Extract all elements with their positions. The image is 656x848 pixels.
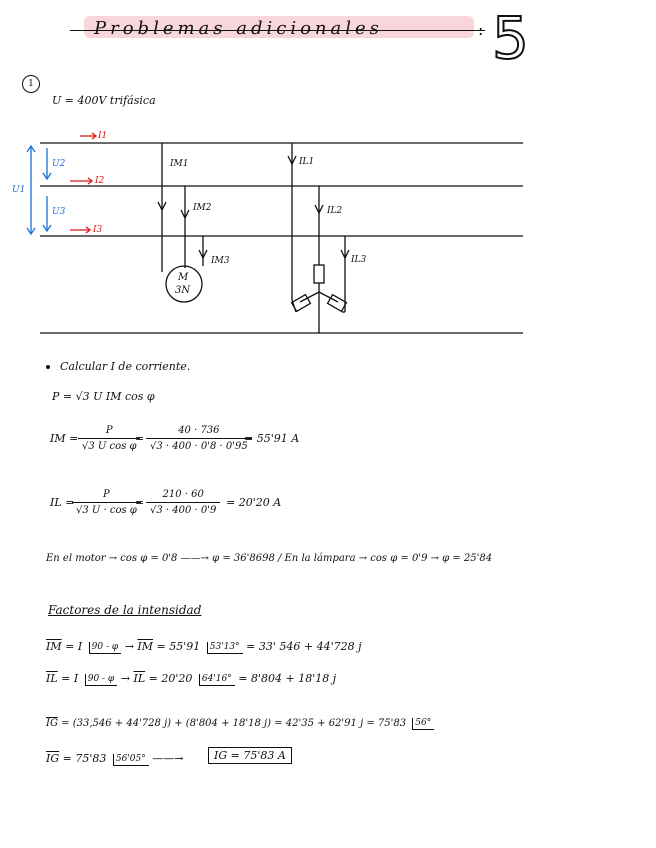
final-arrow: ——→ <box>152 752 184 765</box>
im-frac2-num: 40 · 736 <box>178 425 220 436</box>
given-voltage: U = 400V trifásica <box>52 94 156 107</box>
im-frac2-den: √3 · 400 · 0'8 · 0'95 <box>150 441 248 452</box>
label-im3: IM3 <box>211 256 230 266</box>
vec-l-mid1: = I <box>61 672 79 685</box>
il-frac1-den: √3 U · cos φ <box>76 505 137 516</box>
im-result: = 55'91 A <box>244 432 300 445</box>
vec-m-lhs2: $\overline{IM}$ <box>137 640 154 653</box>
im-lhs: IM = <box>50 432 79 445</box>
vec-m-mid1: = I <box>65 640 83 653</box>
page-title: Problemas adicionales <box>94 18 383 39</box>
vec-l-lhs2: $\overline{IL}$ <box>133 672 146 685</box>
il-frac1-num: P <box>103 489 110 500</box>
section-title: Factores de la intensidad <box>48 603 202 617</box>
problem-number: 1 <box>22 75 40 93</box>
im-frac1-num: P <box>105 425 113 436</box>
vec-m-line <box>46 640 362 654</box>
vec-m-lhs: $\overline{IM}$ <box>46 640 62 653</box>
page-number: 5 <box>492 4 529 72</box>
im-frac1-den: √3 U cos φ <box>82 441 137 452</box>
il-result: = 20'20 A <box>226 496 282 509</box>
sum-expr: = (33,546 + 44'728 j) + (8'804 + 18'18 j) = 42'35 + 62'91 j = 75'83 <box>61 718 407 729</box>
label-voltage-2: U3 <box>52 207 66 217</box>
il-frac2 <box>146 488 220 517</box>
phase-angle-line: En el motor → cos φ = 0'8 ——→ φ = 36'8698 / En la lámpara → cos φ = 0'9 → φ = 25'84 <box>46 553 493 564</box>
vec-l-lhs: $\overline{IL}$ <box>46 672 58 685</box>
label-voltage-1: U2 <box>52 159 66 169</box>
label-current-1: I1 <box>98 131 108 141</box>
bullet-dot <box>46 365 50 369</box>
il-eq1: = <box>135 496 145 509</box>
vec-l-mid2: = 20'20 <box>148 672 193 685</box>
label-current-3: I3 <box>93 225 103 235</box>
final-expr: = 75'83 <box>62 752 107 765</box>
il-frac2-num: 210 · 60 <box>162 489 204 500</box>
final-lhs: $\overline{IG}$ <box>46 752 60 765</box>
im-eq1: = <box>135 432 145 445</box>
label-im1: IM1 <box>170 159 189 169</box>
vec-m-ang1: 90 - φ <box>89 642 122 654</box>
im-frac2 <box>146 424 252 453</box>
label-current-2: I2 <box>95 176 105 186</box>
sum-lhs: $\overline{IG}$ <box>46 718 58 729</box>
label-il2: IL2 <box>327 206 343 216</box>
label-voltage-total: U1 <box>12 185 26 195</box>
power-formula: P = √3 U IM cos φ <box>52 390 155 403</box>
im-frac1 <box>78 424 140 453</box>
label-il1: IL1 <box>299 157 315 167</box>
vec-l-rest: = 8'804 + 18'18 j <box>238 672 337 685</box>
sum-line <box>46 718 434 730</box>
il-frac1 <box>72 488 141 517</box>
final-line <box>46 752 183 766</box>
vec-l-line <box>46 672 336 686</box>
motor-label-3n: 3N <box>175 285 191 296</box>
label-im2: IM2 <box>193 203 212 213</box>
vec-m-rest: = 33' 546 + 44'728 j <box>246 640 362 653</box>
vec-m-ang2: 53'13° <box>207 642 243 654</box>
label-il3: IL3 <box>351 255 367 265</box>
title-colon: : <box>478 20 484 39</box>
bullet-text: Calcular I de corriente. <box>60 360 191 373</box>
lamp-resistor-right <box>328 295 347 312</box>
sum-ang: 56° <box>412 718 434 730</box>
il-frac2-den: √3 · 400 · 0'9 <box>150 505 217 516</box>
vec-l-ang1: 90 - φ <box>85 674 118 686</box>
vec-l-ang2: 64'16° <box>199 674 235 686</box>
lamp-resistor-top <box>314 265 324 283</box>
final-ang: 56'05° <box>113 754 149 766</box>
il-lhs: IL = <box>50 496 75 509</box>
vec-l-arrow: → <box>120 672 130 685</box>
vec-m-arrow: → <box>124 640 134 653</box>
final-answer-box: IG = 75'83 A <box>208 747 292 764</box>
motor-label-m: M <box>178 272 189 283</box>
vec-m-mid2: = 55'91 <box>156 640 201 653</box>
